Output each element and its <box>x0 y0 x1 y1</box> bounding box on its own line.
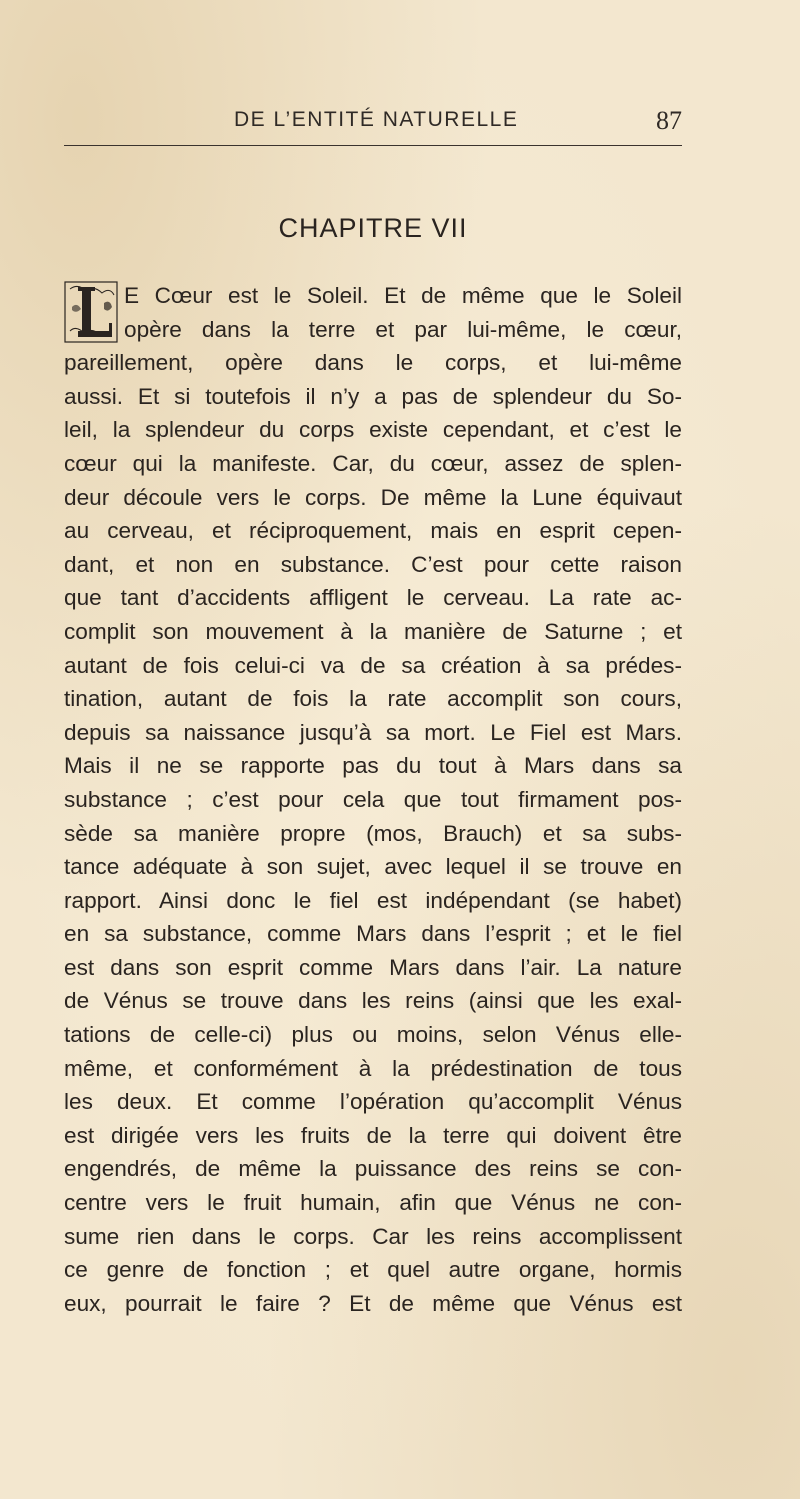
text-line: de Vénus se trouve dans les reins (ainsi que les exal- <box>64 988 682 1014</box>
text-line: pareillement, opère dans le corps, et lui-même <box>64 350 682 376</box>
text-line: autant de fois celui-ci va de sa création à sa prédes- <box>64 652 682 678</box>
text-line: que tant d’accidents affligent le cerveau. La rate ac- <box>64 585 682 611</box>
text-line: leil, la splendeur du corps existe cependant, et c’est le <box>64 417 682 443</box>
text-line: cœur qui la manifeste. Car, du cœur, assez de splen- <box>64 450 682 476</box>
text-line: sède sa manière propre (mos, Brauch) et sa subs- <box>64 820 682 846</box>
running-title: DE L’ENTITÉ NATURELLE <box>234 108 519 131</box>
text-line: sume rien dans le corps. Car les reins accomplissent <box>64 1223 682 1249</box>
chapter-title: CHAPITRE VII <box>278 213 468 243</box>
text-line: opère dans la terre et par lui-même, le cœur, <box>124 316 682 342</box>
text-line: tance adéquate à son sujet, avec lequel il se trouve en <box>64 854 682 880</box>
text-line: ce genre de fonction ; et quel autre organe, hormis <box>64 1257 682 1283</box>
text-line: même, et conformément à la prédestination de tous <box>64 1055 682 1081</box>
text-line: est dans son esprit comme Mars dans l’air. La nature <box>64 954 682 980</box>
text-line: complit son mouvement à la manière de Saturne ; et <box>64 618 682 644</box>
text-line: en sa substance, comme Mars dans l’esprit ; et le fiel <box>64 921 682 947</box>
text-line: engendrés, de même la puissance des reins se con- <box>64 1156 682 1182</box>
text-line: deur découle vers le corps. De même la Lune équivaut <box>64 484 682 510</box>
text-line: centre vers le fruit humain, afin que Vénus ne con- <box>64 1190 682 1216</box>
body-text <box>64 279 682 1320</box>
text-line: rapport. Ainsi donc le fiel est indépendant (se habet) <box>64 887 682 913</box>
text-line: au cerveau, et réciproquement, mais en esprit cepen- <box>64 518 682 544</box>
text-line: aussi. Et si toutefois il n’y a pas de splendeur du So- <box>64 383 682 409</box>
header-rule <box>64 145 682 146</box>
text-line: Mais il ne se rapporte pas du tout à Mars dans sa <box>64 753 682 779</box>
page-number: 87 <box>656 106 682 135</box>
text-line: E Cœur est le Soleil. Et de même que le Soleil <box>124 283 682 308</box>
drop-cap-ornament <box>64 281 118 343</box>
text-line: tination, autant de fois la rate accomplit son cours, <box>64 686 682 712</box>
text-line: eux, pourrait le faire ? Et de même que Vénus est <box>64 1290 682 1316</box>
text-line: tations de celle-ci) plus ou moins, selon Vénus elle- <box>64 1022 682 1048</box>
text-line: dant, et non en substance. C’est pour cette raison <box>64 551 682 577</box>
text-line: depuis sa naissance jusqu’à sa mort. Le Fiel est Mars. <box>64 719 682 745</box>
running-head <box>64 108 682 142</box>
text-line: est dirigée vers les fruits de la terre qui doivent être <box>64 1122 682 1148</box>
text-line: substance ; c’est pour cela que tout firmament pos- <box>64 786 682 812</box>
text-line: les deux. Et comme l’opération qu’accomplit Vénus <box>64 1089 682 1115</box>
